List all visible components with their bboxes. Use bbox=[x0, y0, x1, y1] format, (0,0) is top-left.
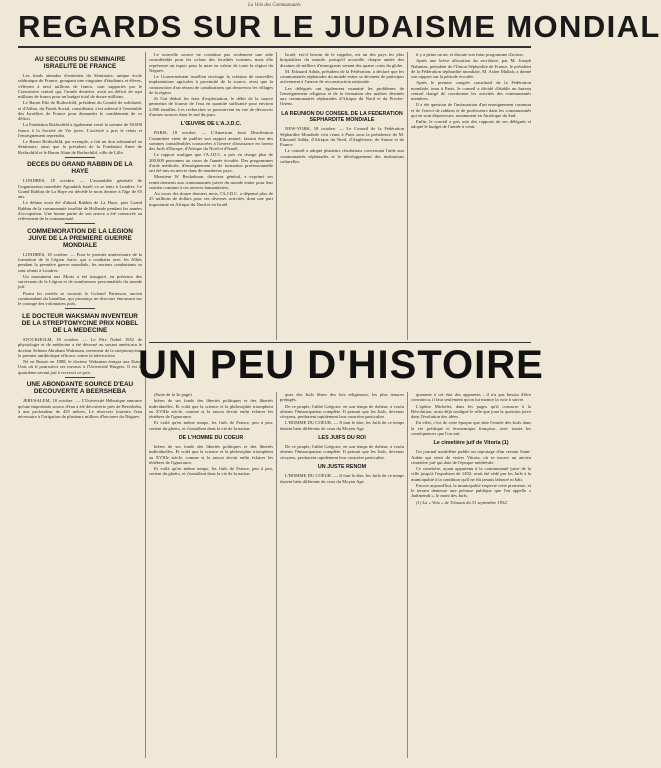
column-rule bbox=[276, 392, 277, 758]
column-3 bbox=[280, 52, 404, 340]
paragraph: Le nouvelle source ne constitue pas seulement une aide considérable pour les colons des localités voisines, mais elle représente un espoir pour la mise en valeur de toute la région du Néguev. bbox=[149, 52, 273, 73]
paragraph: Né en Russie en 1888, le docteur Waksman émigra aux Etats-Unis où il poursuivit ses travaux à l'Université Rutgers. Il est le quatrième savant juif à recevoir ce prix. bbox=[18, 359, 142, 375]
paragraph: La Fondation Rothschild a également versé la somme de 50.000 francs à la Société de Vie juive. L'activité a pris le relais et l'enseignement reprendra. bbox=[18, 122, 142, 138]
paragraph: En effet, c'est de cette époque que date l'entrée des Juifs dans la vie politique et économique française, avec toutes les conséquences que l'on sait. bbox=[411, 420, 531, 436]
headline-juste-renom: UN JUSTE RENOM bbox=[317, 463, 367, 470]
history-column-2 bbox=[280, 392, 404, 758]
paragraph: bières de ses fonds des libertés politiques et des libertés individuelles. Et voilà que la science et la philosophie triomphent au XVIIIe siècle, comme si la raison devait enfin éclairer les ténèbres de l'ignorance. bbox=[149, 444, 273, 465]
paragraph: Après le premier congrès constitutif de la Fédération mondiale, tenu à Paris, le conseil a décidé d'établir un bureau central chargé de coordonner les activités des communautés membres. bbox=[411, 80, 531, 101]
headline-waksman: LE DOCTEUR WAKSMAN INVENTEUR DE LA STREPTOMYCINE PRIX NOBEL DE LA MEDECINE bbox=[21, 313, 139, 335]
paragraph: Un monument aux Morts a été inauguré, en présence des survivants de la Légion et de nombreuses personnalités du monde juif. bbox=[18, 273, 142, 290]
paragraph: Enfin, le conseil a pris acte des rapports de ses délégués et adopté le budget de l'année à venir. bbox=[411, 119, 531, 130]
column-rule bbox=[276, 52, 277, 340]
paragraph: STOCKHOLM, 18 octobre. — Le Prix Nobel 1952 de physiologie et de médecine a été décerné au savant américain le docteur Selman Abraham Waksman, inventeur de la streptomycine, le premier antibiotique efficace contre la tuberculose. bbox=[18, 337, 142, 358]
title-rule bbox=[18, 46, 531, 48]
paragraph: Encore aujourd'hui, la municipalité respecte cette promesse, et le terrain demeure une pelouse publique que l'on appelle « Judimendi », le mont des Juifs. bbox=[411, 482, 531, 499]
paragraph: Le conseil a adopté plusieurs résolutions concernant l'aide aux communautés sépharades et le développement des institutions culturelles. bbox=[280, 148, 404, 164]
paragraph: NEW-YORK, 18 octobre. — Le Conseil de la Fédération Séphardite Mondiale s'est réuni à Paris sous la présidence de M. Edouard Adida, d'Afrique du Nord, d'Angleterre, de Suisse et de France. bbox=[280, 126, 404, 148]
paragraph: Il a été question de l'instauration d'un enseignement commun et de l'envoi de rabbins et de professeurs dans les communautés qui en sont dépourvues, notamment en Amérique du Sud. bbox=[411, 102, 531, 118]
paragraph: Le rapport souligne que l'A.J.D.C. a pris en charge plus de 200.000 personnes au cours de l'année écoulée. Des programmes d'aide médicale, d'enseignement et de formation professionnelle ont été mis en œuvre dans de nombreux pays. bbox=[149, 152, 273, 174]
paragraph: Et voilà qu'en même temps, les Juifs de France, peu à peu, sortent du ghetto, et s'installent dans la vie de la nation. bbox=[149, 466, 273, 477]
paragraph: LONDRES, 18 octobre. — Pour le premier anniversaire de la formation de la Légion Juive, qui a combattu avec les Alliés pendant la première guerre mondiale, les anciens combattants se sont réunis à Londres. bbox=[18, 251, 142, 273]
headline-legion: COMMEMORATION DE LA LEGION JUIVE DE LA PREMIERE GUERRE MONDIALE bbox=[27, 227, 133, 249]
paragraph: il y a peine un an, et discute son futur programme d'action. bbox=[416, 52, 524, 57]
paragraph: Parmi les invités se trouvait le Colonel Patterson, ancien commandant du bataillon, qui prononça un discours émouvant sur le courage des volontaires juifs. bbox=[18, 290, 142, 307]
paragraph: Le Baron Elie de Rothschild, président du Comité de solidarité, et d'Adhar, du Fonds Social, considérant, s'est adressé à l'ensemble des Israélites de France pour demander le comblement de ce déficit. bbox=[18, 100, 142, 121]
headline-histoire: UN PEU D'HISTOIRE bbox=[138, 343, 544, 387]
paragraph: Les délégués ont également examiné les problèmes de l'enseignement religieux et de la formation des maîtres destinés aux communautés sépharades d'Afrique du Nord et du Proche-Orient. bbox=[280, 85, 404, 107]
paragraph: L'apôtre Michelet, dans les pages qu'il consacre à la Révolution, avait déjà souligné le rôle que joua la question juive dans l'évolution des idées. bbox=[411, 403, 531, 419]
divider bbox=[65, 308, 95, 309]
paragraph: JERUSALEM, 18 octobre. — L'Université Hébraïque annonce qu'une importante source d'eau a été découverte près de Beersheba, à une profondeur de 455 mètres. Le réservoir fournira l'eau nécessaire à l'irrigation de plusieurs milliers d'hectares du Néguev. bbox=[18, 398, 142, 420]
paragraph: Ce cimetière, ayant appartenu à la communauté juive de la ville jusqu'à l'expulsion de 1492, avait été cédé par les Juifs à la municipalité à la condition qu'il ne fût jamais labouré ni bâti. bbox=[411, 466, 531, 482]
paragraph: (Suite de la 2e page) bbox=[154, 392, 192, 397]
paragraph: Les fonds attendus d'entretien du Séminaire, unique école rabbinique de France, groupant une vingtaine d'étudiants et élèves, s'élèvent à neuf millions de francs, sont supportés par le Consistoire central qui, l'année dernière, avait un déficit de sept millions de francs pour un budget total de douze millions. bbox=[18, 73, 142, 99]
column-rule bbox=[407, 52, 408, 340]
paragraph: LONDRES, 18 octobre. — L'assemblée générale de l'organisation mondiale Agoudath Israël va se tenir à Londres. Le Grand Rabbin de La Haye est décédé le mois dernier à l'âge de 83 ans. bbox=[18, 178, 142, 200]
column-rule bbox=[407, 392, 408, 758]
running-head: La Voix des Communautés bbox=[248, 3, 301, 8]
paragraph: M. Edouard Adida, président de la Fédération, a déclaré que les communautés sépharades du monde entier se devaient de participer activement à l'œuvre de reconstruction nationale. bbox=[280, 68, 404, 85]
paragraph: Et voilà qu'en même temps, les Juifs de France, peu à peu, sortent du ghetto, et s'installent dans la vie de la nation. bbox=[149, 420, 273, 431]
headline-juifs-roi: LES JUIFS DU ROI bbox=[318, 434, 366, 441]
page-title: REGARDS SUR LE JUDAISME MONDIAL bbox=[18, 9, 661, 44]
paragraph: Après une brève allocution du secrétaire, par M. Joseph Nahmias, président de l'Union Séphardite de France, le président de la Fédération séphardite mondiale, M. Asher Mallah, a donné son rapport sur la période écoulée. bbox=[411, 58, 531, 79]
footnote: (1) La « Voix » de Tétouan du 31 septembre 1952. bbox=[416, 499, 508, 505]
history-column-3 bbox=[411, 392, 531, 758]
divider bbox=[65, 377, 95, 378]
headline-homme-coeur: DE L'HOMME DU COEUR bbox=[178, 434, 244, 441]
divider bbox=[65, 157, 95, 158]
paragraph: bières de ses fonds des libertés politiques et des libertés individuelles. Et voilà que la science et la philosophie triomphent au XVIIIe siècle, comme si la raison devait enfin éclairer les ténèbres de l'ignorance. bbox=[149, 398, 273, 419]
headline-cimetiere: Le cimetière juif de Vitoria (1) bbox=[433, 440, 509, 446]
headline-oeuvre: L'ŒUVRE DE L'A.J.D.C. bbox=[180, 121, 242, 127]
paragraph: L'HOMME DU COEUR. — Il faut le dire, les Juifs de ce temps étaient bien différents de ceux du Moyen Age. bbox=[280, 473, 404, 484]
divider bbox=[65, 223, 95, 224]
paragraph: Si l'on déduit les frais d'exploitation, le débit de la source permettra de fournir de l'eau en quantité suffisante pour environ 2.000 familles. Les recherches se poursuivent en vue de découvrir d'autres sources dans le sud du pays. bbox=[149, 96, 273, 117]
headline-beersheba: UNE ABONDANTE SOURCE D'EAU DECOUVERTE A BEERSHEBA bbox=[26, 381, 134, 396]
headline-seminaire: AU SECOURS DU SEMINAIRE ISRAELITE DE FRANCE bbox=[34, 56, 126, 70]
paragraph: Au cours des douze derniers mois, l'A.J.D.C. a dépensé plus de 25 millions de dollars pour ses diverses activités, dont une part importante en Afrique du Nord et en Israël. bbox=[149, 191, 273, 207]
column-1 bbox=[18, 52, 142, 758]
column-4 bbox=[411, 52, 531, 340]
paragraph: PARIS, 18 octobre. — L'American Joint Distribution Committee vient de publier son rapport annuel, faisant état des sommes considérables consacrées à l'œuvre d'assistance en faveur des Juifs d'Europe, d'Afrique du Nord et d'Israël. bbox=[149, 130, 273, 152]
paragraph: Un journal madrilène publie un reportage d'un certain Saint-Aubin qui vient de visiter Vitoria, où se trouve un ancien cimetière juif qui date de l'époque médiévale. bbox=[411, 449, 531, 465]
paragraph: Monsieur W. Beckelman, directeur général, a exprimé ses remerciements aux communautés juives du monde entier pour leur soutien constant à ces œuvres humanitaires. bbox=[149, 174, 273, 190]
paragraph: ques des Juifs libres des lois religieuses, les plus tenaces préjugés. bbox=[280, 392, 404, 403]
column-rule bbox=[145, 52, 146, 758]
paragraph: Le Baron Rothschild, par exemple, a fait un don substantiel au Séminaire, ainsi que le président de la Fondation Anne de Rothschild et le Baron Alain de Rothschild, ville de Lille. bbox=[18, 139, 142, 155]
headline-reunion: LA REUNION DU CONSEIL DE LA FEDERATION SEPHARDITE MONDIALE bbox=[281, 110, 403, 123]
paragraph: De ce peuple, l'abbé Grégoire, en son temps de rhéteur, a voulu obtenir l'émancipation complète. Il pensait que les Juifs, devenus citoyens, perdraient rapidement leur caractère particulier. bbox=[280, 403, 404, 419]
paragraph: Le défunt avait été d'abord Rabbin de La Haye, puis Grand Rabbin de la communauté israélite de Hollande pendant les années d'occupation. Une bonne partie de son œuvre a été consacrée au relèvement de la communauté. bbox=[18, 200, 142, 222]
column-2 bbox=[149, 52, 273, 340]
paragraph: De ce peuple, l'abbé Grégoire, en son temps de rhéteur, a voulu obtenir l'émancipation complète. Il pensait que les Juifs, devenus citoyens, perdraient rapidement leur caractère particulier. bbox=[280, 444, 404, 460]
paragraph: Israël, est-il besoin de le rappeler, est un des pays les plus hospitaliers du monde, puisqu'il accueille chaque année des dizaines de milliers d'immigrants venant des quatre coins du globe. bbox=[280, 52, 404, 68]
paragraph: L'HOMME DU COEUR. — Il faut le dire, les Juifs de ce temps étaient bien différents de ceux du Moyen Age. bbox=[280, 420, 404, 431]
headline-rabbin: DECES DU GRAND RABBIN DE LA HAYE bbox=[27, 161, 133, 176]
paragraph: quarante à cet état des apparents ; il n'a pas besoin d'être convaincu, il faut seulement qu'on lui montre la voie à suivre. bbox=[411, 392, 531, 403]
paragraph: Le Gouvernement israélien envisage la création de nouvelles implantations agricoles à proximité de la source, ainsi que la construction d'un réseau de canalisations qui desservira les villages de la région. bbox=[149, 74, 273, 95]
history-column-1 bbox=[149, 392, 273, 758]
